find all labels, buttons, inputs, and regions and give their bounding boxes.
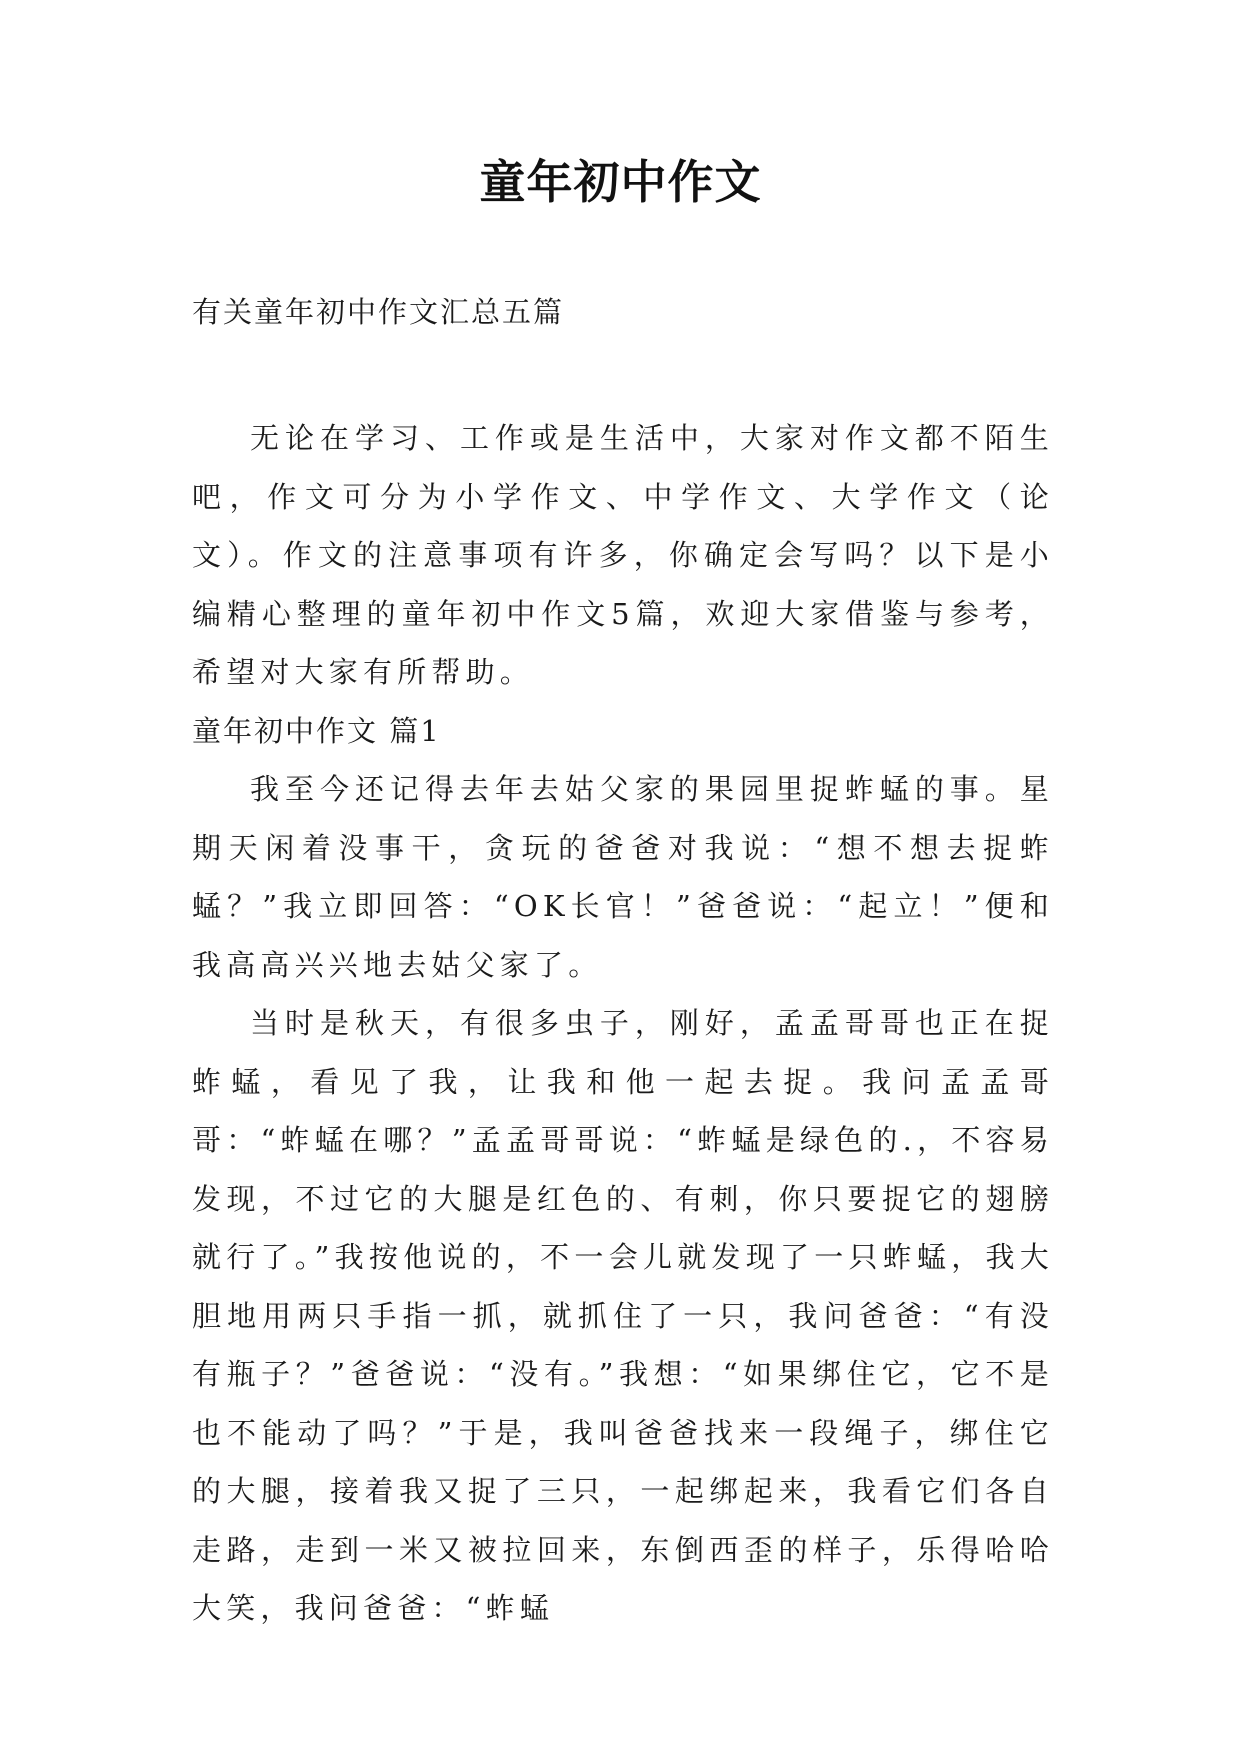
document-title: 童年初中作文 xyxy=(479,155,762,209)
document-subtitle: 有关童年初中作文汇总五篇 xyxy=(192,295,565,329)
body-paragraph: 我至今还记得去年去姑父家的果园里捉蚱蜢的事。星期天闲着没事干，贪玩的爸爸对我说：“想不想去捉蚱蜢？”我立即回答：“OK长官！”爸爸说：“起立！”便和我高高兴兴地去姑父家了。 xyxy=(192,772,1054,982)
body-paragraph: 当时是秋天，有很多虫子，刚好，孟孟哥哥也正在捉蚱蜢，看见了我，让我和他一起去捉。我问孟孟哥哥：“蚱蜢在哪？”孟孟哥哥说：“蚱蜢是绿色的.，不容易发现，不过它的大腿是红色的、有刺，你只要捉它的翅膀就行了。”我按他说的，不一会儿就发现了一只蚱蜢，我大胆地用两只手指一抓，就抓住了一只，我问爸爸：“有没有瓶子？”爸爸说：“没有。”我想：“如果绑住它，它不是也不能动了吗？”于是，我叫爸爸找来一段绳子，绑住它的大腿，接着我又捉了三只，一起绑起来，我看它们各自走路，走到一米又被拉回来，东倒西歪的样子，乐得哈哈大笑，我问爸爸：“蚱蜢 xyxy=(192,1006,1054,1625)
document-body xyxy=(192,409,1054,1638)
section-heading: 童年初中作文 篇1 xyxy=(192,713,441,748)
intro-paragraph: 无论在学习、工作或是生活中，大家对作文都不陌生吧，作文可分为小学作文、中学作文、大学作文（论文）。作文的注意事项有许多，你确定会写吗？以下是小编精心整理的童年初中作文5篇，欢迎大家借鉴与参考，希望对大家有所帮助。 xyxy=(192,421,1054,689)
